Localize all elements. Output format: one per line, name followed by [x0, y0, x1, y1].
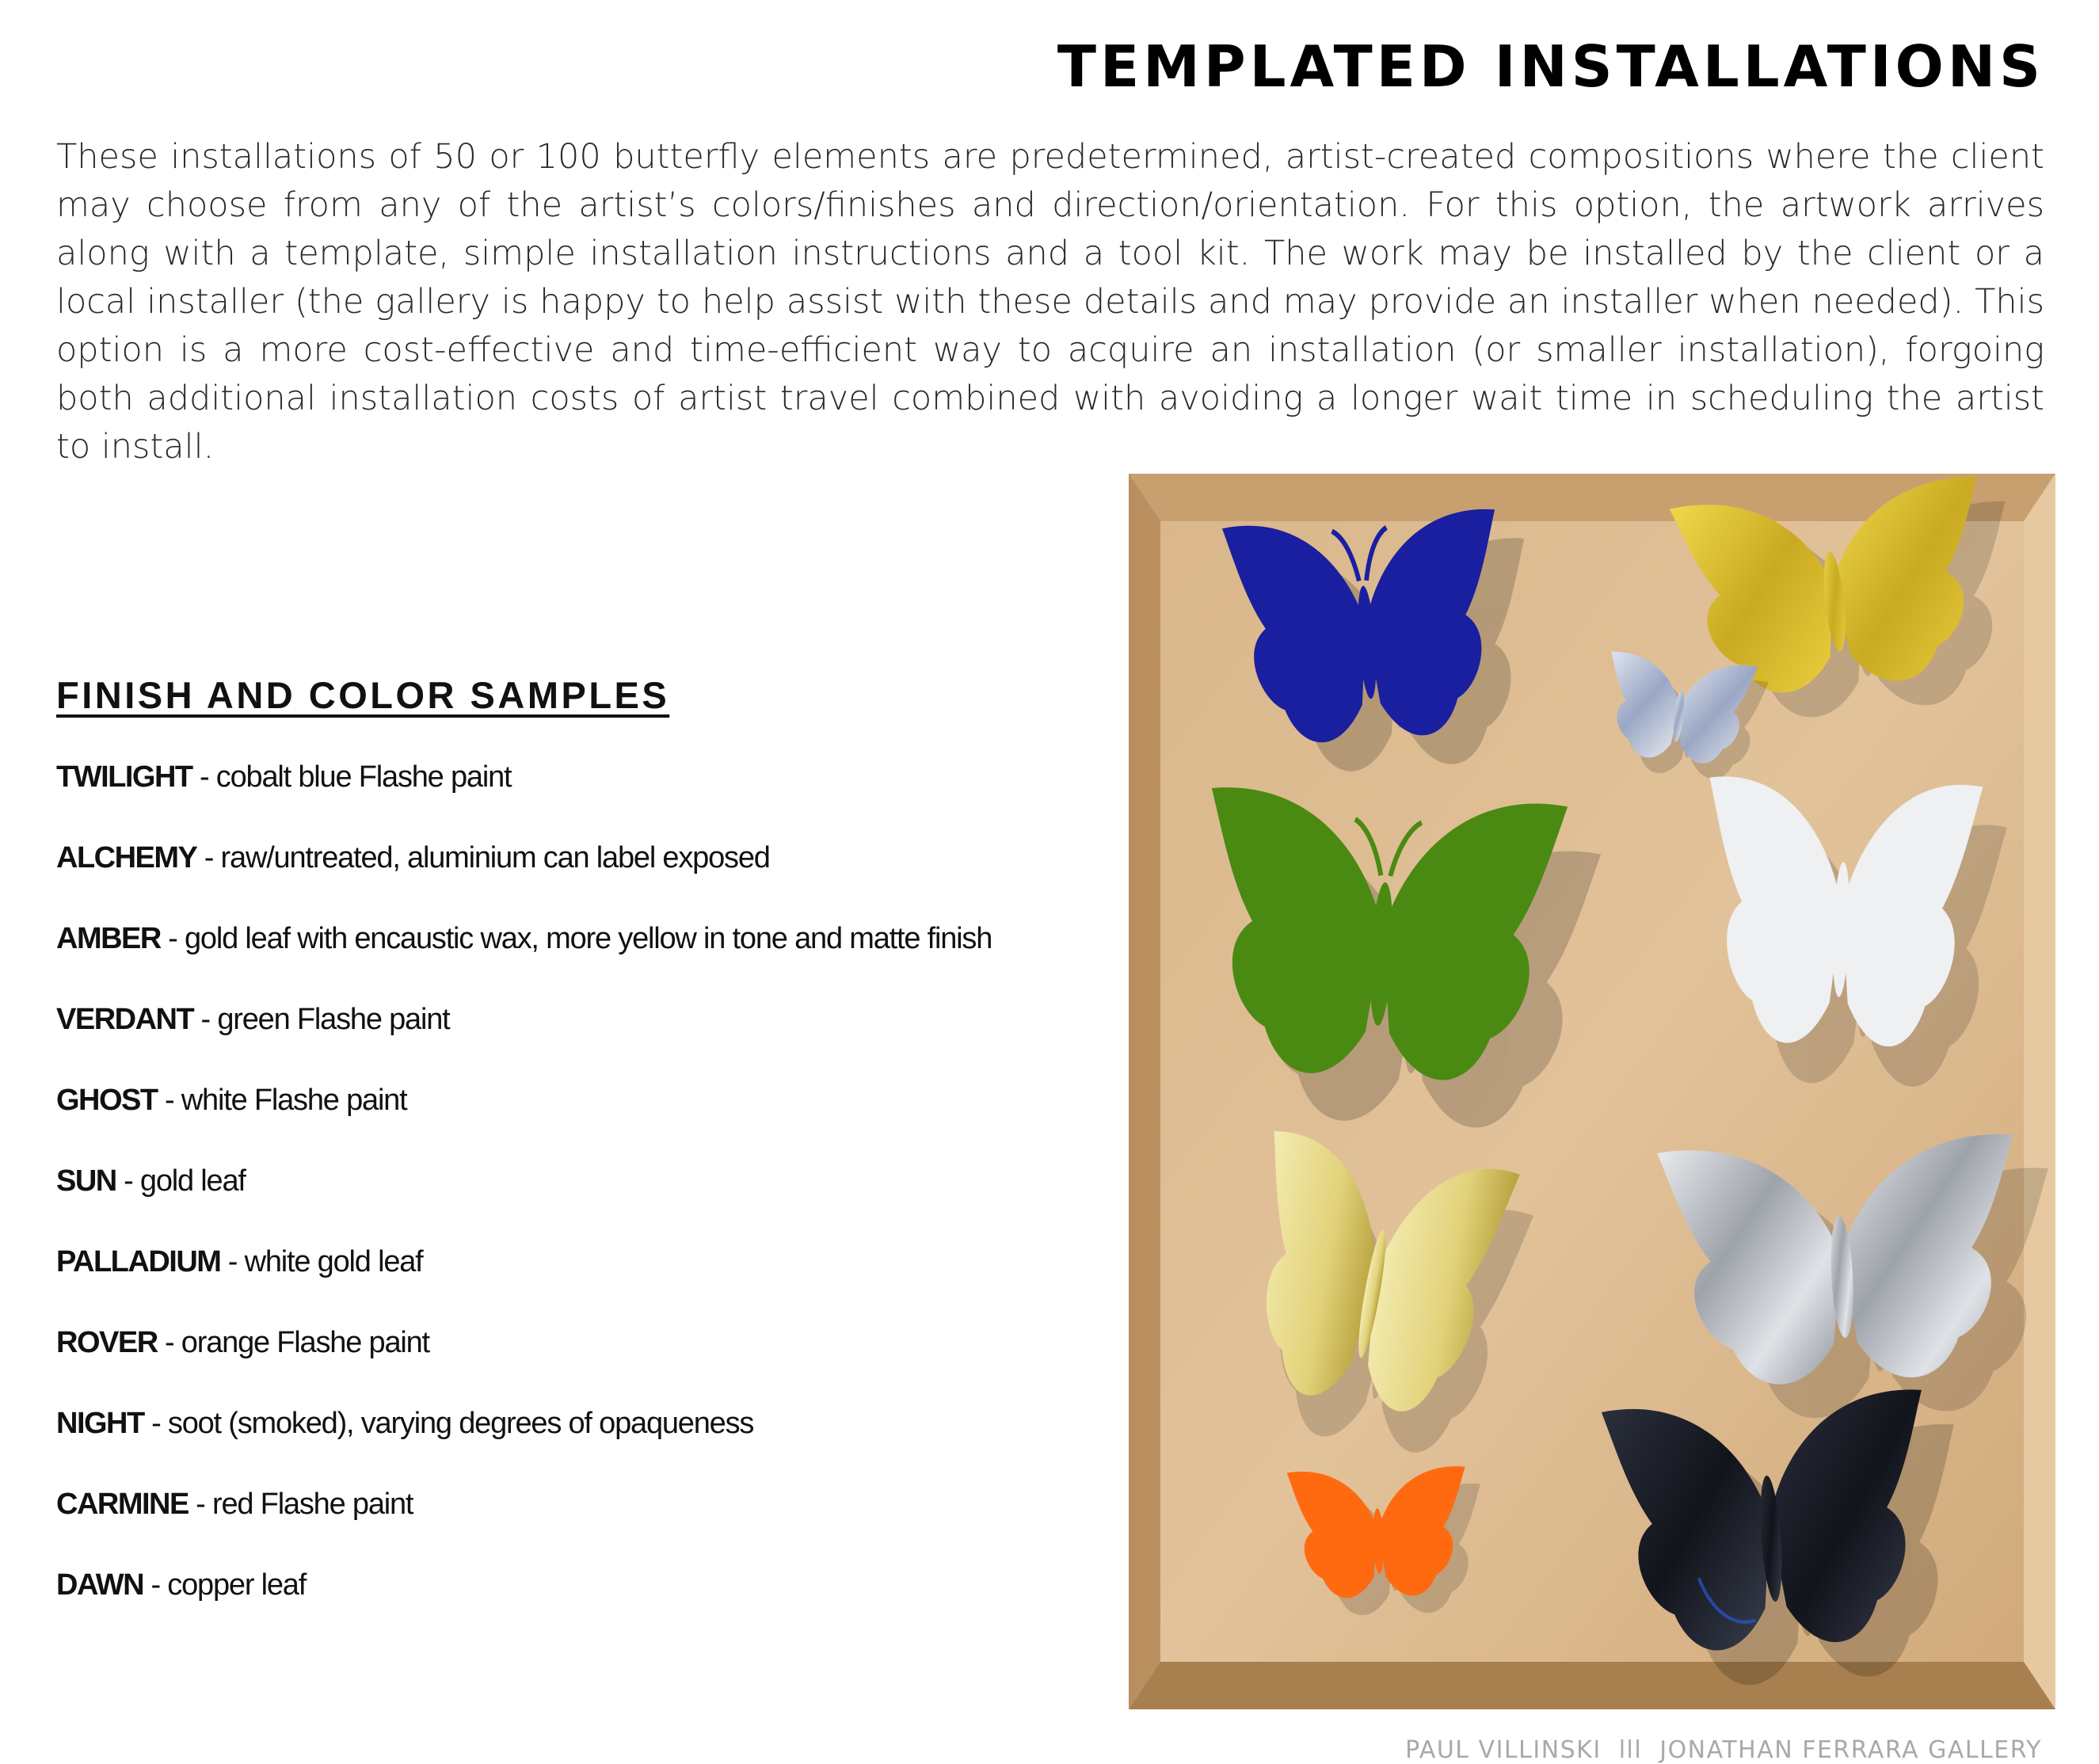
- sample-description: - gold leaf with encaustic wax, more yellow in tone and matte finish: [160, 922, 992, 955]
- sample-description: - red Flashe paint: [188, 1488, 413, 1521]
- sample-item-rover: [56, 1326, 992, 1407]
- wood-box-right-edge: [2024, 474, 2055, 1709]
- sample-item-ghost: [56, 1084, 992, 1164]
- page-title: TEMPLATED INSTALLATIONS: [1057, 33, 2044, 100]
- sample-item-amber: [56, 922, 992, 1003]
- wood-box-bottom-edge: [1129, 1662, 2055, 1709]
- sample-item-palladium: [56, 1245, 992, 1326]
- sample-item-night: [56, 1407, 992, 1488]
- sample-name: SUN: [56, 1164, 116, 1198]
- sample-description: - raw/untreated, aluminium can label exposed: [196, 841, 770, 874]
- sample-description: - white gold leaf: [220, 1245, 423, 1278]
- footer-artist: PAUL VILLINSKI: [1405, 1736, 1602, 1764]
- sample-name: ROVER: [56, 1326, 158, 1359]
- sample-name: PALLADIUM: [56, 1245, 221, 1278]
- sample-description: - copper leaf: [143, 1568, 307, 1602]
- sample-description: - cobalt blue Flashe paint: [192, 760, 512, 794]
- sample-name: ALCHEMY: [56, 841, 197, 874]
- sample-item-dawn: [56, 1568, 992, 1649]
- sample-name: DAWN: [56, 1568, 144, 1602]
- section-heading: FINISH AND COLOR SAMPLES: [56, 674, 670, 716]
- sample-item-twilight: [56, 760, 992, 841]
- butterfly-sample-photo: [1129, 474, 2055, 1709]
- sample-description: - orange Flashe paint: [157, 1326, 429, 1359]
- sample-item-carmine: [56, 1488, 992, 1568]
- intro-paragraph: These installations of 50 or 100 butterfly elements are predetermined, artist-created compositions where the client may choose from any of the artist’s colors/finishes and direction/orientation. For this option, the artwork arrives along with a template, simple installation instructions and a tool kit. The work may be installed by the client or a local installer (the gallery is happy to help assist with these details and may provide an installer when needed). This option is a more cost-effective and time-efficient way to acquire an installation (or smaller installation), forgoing both additional installation costs of artist travel combined with avoiding a longer wait time in scheduling the artist to install.: [56, 137, 2044, 467]
- wood-box-left-edge: [1129, 474, 1160, 1709]
- sample-item-sun: [56, 1164, 992, 1245]
- footer-separator: lll: [1618, 1736, 1643, 1764]
- sample-name: CARMINE: [56, 1488, 189, 1521]
- sample-name: AMBER: [56, 922, 161, 955]
- sample-name: GHOST: [56, 1084, 158, 1117]
- sample-item-alchemy: [56, 841, 992, 922]
- sample-name: VERDANT: [56, 1003, 194, 1036]
- footer-gallery: JONATHAN FERRARA GALLERY: [1659, 1736, 2042, 1764]
- sample-item-verdant: [56, 1003, 992, 1084]
- sample-description: - soot (smoked), varying degrees of opaqueness: [143, 1407, 754, 1440]
- sample-name: TWILIGHT: [56, 760, 192, 794]
- sample-name: NIGHT: [56, 1407, 144, 1440]
- sample-description: - white Flashe paint: [157, 1084, 407, 1117]
- sample-description: - green Flashe paint: [193, 1003, 450, 1036]
- finish-sample-list: [56, 760, 992, 1649]
- sample-description: - gold leaf: [116, 1164, 246, 1198]
